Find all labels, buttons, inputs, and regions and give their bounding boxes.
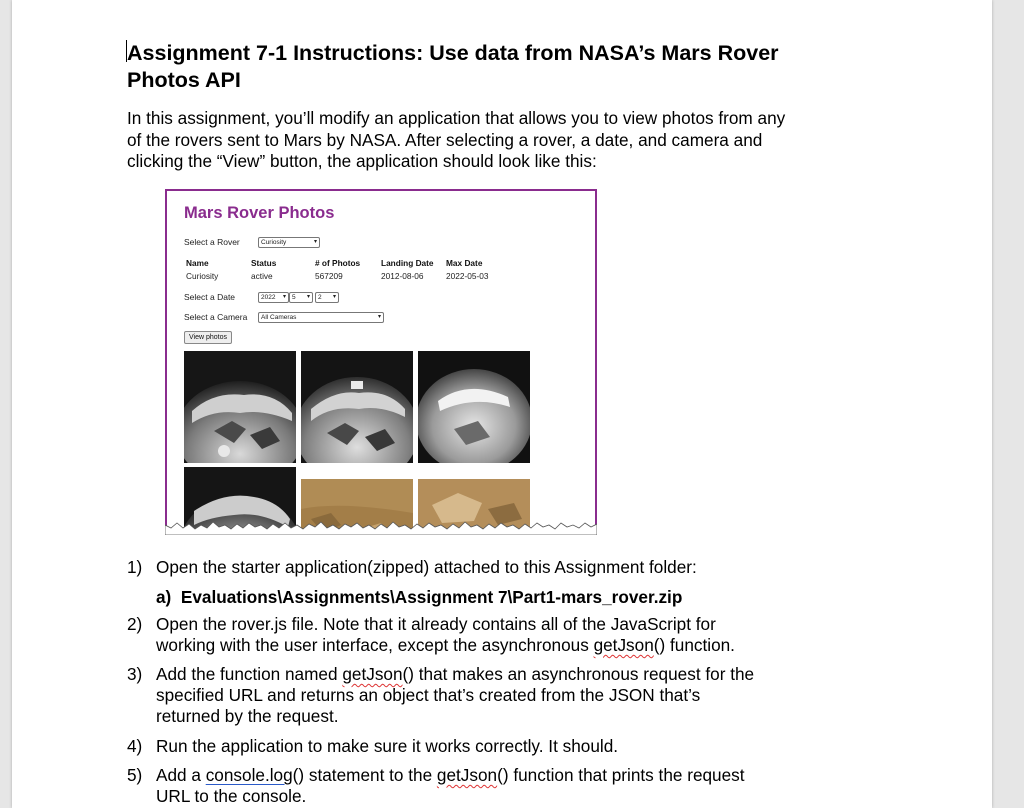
step-text: Open the starter application(zipped) attached to this Assignment folder:: [156, 557, 697, 577]
app-screenshot: [165, 189, 597, 535]
month-value: 5: [292, 294, 296, 301]
step-text: Run the application to make sure it works correctly. It should.: [156, 736, 619, 756]
year-select[interactable]: [258, 292, 289, 303]
zip-path: Evaluations\Assignments\Assignment 7\Part1-mars_rover.zip: [180, 587, 683, 607]
step-line: Open the rover.js file. Note that it already contains all of the JavaScript for: [156, 614, 716, 634]
chevron-down-icon: ▾: [306, 294, 310, 300]
step-line: Add the function named: [156, 664, 343, 684]
step-1a: [156, 587, 682, 608]
code-getjson: getJson: [436, 765, 498, 785]
table-header-landing: Landing Date: [381, 258, 434, 268]
table-cell-status: active: [251, 271, 273, 281]
date-label: Select a Date: [184, 292, 236, 302]
code-console-log: console.log: [205, 765, 293, 785]
step-line: Add a: [156, 765, 206, 785]
chevron-down-icon: ▾: [332, 294, 336, 300]
step-line: returned by the request.: [156, 706, 339, 726]
rover-select-value: Curiosity: [261, 239, 287, 246]
table-cell-photos: 567209: [315, 271, 343, 281]
table-header-photos: # of Photos: [315, 258, 361, 268]
rover-label: Select a Rover: [184, 237, 240, 247]
year-value: 2022: [261, 294, 276, 301]
table-header-name: Name: [186, 258, 209, 268]
app-frame: [165, 189, 597, 535]
step-number: a): [156, 587, 172, 607]
table-cell-landing: 2012-08-06: [381, 271, 424, 281]
table-header-maxdate: Max Date: [446, 258, 483, 268]
step-text: [156, 664, 786, 727]
step-number: 1): [127, 557, 143, 577]
step-text: [156, 765, 786, 807]
chevron-down-icon: ▾: [377, 314, 381, 320]
step-number: 3): [127, 664, 143, 684]
camera-label: Select a Camera: [184, 312, 248, 322]
step-line: working with the user interface, except the asynchronous: [156, 635, 594, 655]
step-number: 2): [127, 614, 143, 634]
table-cell-name: Curiosity: [186, 271, 219, 281]
rover-photo[interactable]: [301, 351, 413, 463]
month-select[interactable]: [289, 292, 313, 303]
chevron-down-icon: ▾: [313, 239, 317, 245]
rover-select[interactable]: [258, 237, 320, 248]
camera-select[interactable]: [258, 312, 384, 323]
step-text: [156, 614, 786, 656]
day-select[interactable]: [315, 292, 339, 303]
camera-value: All Cameras: [261, 314, 297, 321]
view-photos-button[interactable]: View photos: [184, 331, 232, 344]
chevron-down-icon: ▾: [282, 294, 286, 300]
step-line: URL to the console.: [156, 786, 307, 806]
document-title: Assignment 7-1 Instructions: Use data from NASA’s Mars Rover Photos API: [127, 41, 779, 92]
intro-paragraph: In this assignment, you’ll modify an application that allows you to view photos from any of the rovers sent to Mars by NASA. After selecting a rover, a date, and camera and clicking the “View” button, the application should look like this:: [127, 108, 786, 171]
code-getjson: getJson: [342, 664, 403, 684]
step-line: () statement to the: [292, 765, 437, 785]
step-number: 5): [127, 765, 143, 785]
day-value: 2: [318, 294, 322, 301]
rover-photo[interactable]: [418, 351, 530, 463]
code-getjson: getJson: [593, 635, 654, 655]
step-line: () function that prints the request: [497, 765, 745, 785]
table-header-status: Status: [251, 258, 277, 268]
app-title: Mars Rover Photos: [184, 204, 335, 222]
table-cell-maxdate: 2022-05-03: [446, 271, 489, 281]
step-line: specified URL and returns an object that’s created from the JSON that’s: [156, 685, 701, 705]
torn-edge: [165, 519, 597, 535]
rover-photo[interactable]: [184, 351, 296, 463]
step-line: () function.: [653, 635, 735, 655]
step-line: () that makes an asynchronous request for the: [402, 664, 755, 684]
step-number: 4): [127, 736, 143, 756]
